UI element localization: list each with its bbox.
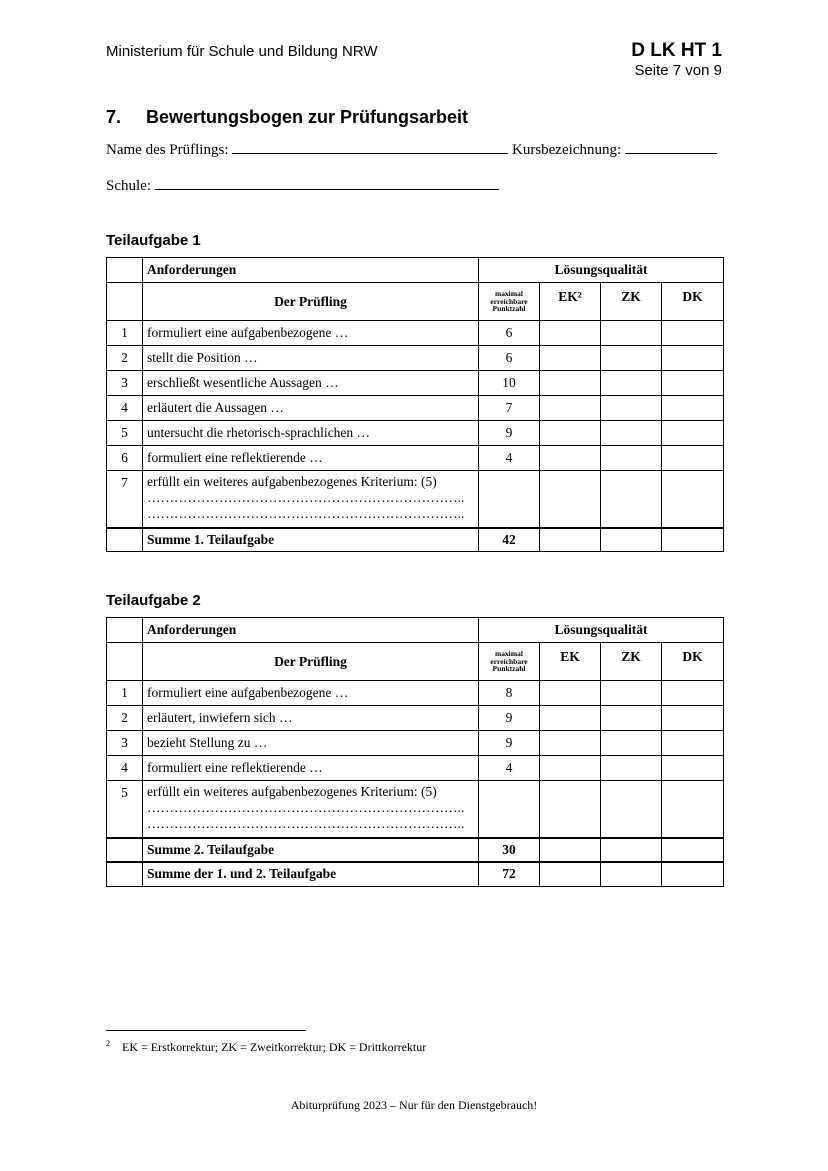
ek-cell[interactable] xyxy=(540,421,601,446)
dk-cell[interactable] xyxy=(662,838,724,862)
candidate-header: Der Prüfling xyxy=(143,643,479,681)
dk-cell[interactable] xyxy=(662,396,724,421)
dk-cell[interactable] xyxy=(662,371,724,396)
footnote-divider xyxy=(106,1030,306,1031)
table-row: 2 stellt die Position … 6 xyxy=(107,346,724,371)
table-row-extra-criterion: 5 erfüllt ein weiteres aufgabenbezogenes Kriterium: (5) …………………………………………………………….. …………………………………………………………….. xyxy=(107,781,724,838)
footnote-marker: 2 xyxy=(106,1039,110,1048)
ek-cell[interactable] xyxy=(540,321,601,346)
dk-cell[interactable] xyxy=(662,706,724,731)
ministry-name: Ministerium für Schule und Bildung NRW xyxy=(106,43,378,60)
table-row: 4 erläutert die Aussagen … 7 xyxy=(107,396,724,421)
dk-cell[interactable] xyxy=(662,781,724,838)
zk-cell[interactable] xyxy=(601,346,662,371)
sum-points: 30 xyxy=(479,838,540,862)
zk-cell[interactable] xyxy=(601,731,662,756)
dk-cell[interactable] xyxy=(662,471,724,528)
dk-header: DK xyxy=(662,283,724,321)
table-row: 1 formuliert eine aufgabenbezogene … 8 xyxy=(107,681,724,706)
ek-cell[interactable] xyxy=(540,781,601,838)
table-sum-row xyxy=(107,838,724,862)
table-subheader-row xyxy=(107,643,724,681)
dk-cell[interactable] xyxy=(662,346,724,371)
dk-cell[interactable] xyxy=(662,421,724,446)
table-row: 3 bezieht Stellung zu … 9 xyxy=(107,731,724,756)
dk-cell[interactable] xyxy=(662,321,724,346)
sum-points: 42 xyxy=(479,528,540,552)
zk-cell[interactable] xyxy=(601,471,662,528)
section-number: 7. xyxy=(106,107,122,127)
ek-cell[interactable] xyxy=(540,756,601,781)
requirements-header: Anforderungen xyxy=(143,258,479,283)
course-label: Kursbezeichnung: xyxy=(511,142,622,158)
max-points-header: maximal erreichbare Punktzahl xyxy=(479,283,540,321)
dk-cell[interactable] xyxy=(662,756,724,781)
ek-header: EK² xyxy=(540,283,601,321)
table-row: 6 formuliert eine reflektierende … 4 xyxy=(107,446,724,471)
zk-cell[interactable] xyxy=(601,446,662,471)
dotted-line[interactable]: …………………………………………………………….. xyxy=(147,816,465,831)
table-sum-row xyxy=(107,528,724,552)
ek-cell[interactable] xyxy=(540,681,601,706)
table-row: 5 untersucht die rhetorisch-sprachlichen … 9 xyxy=(107,421,724,446)
dk-cell[interactable] xyxy=(662,731,724,756)
zk-cell[interactable] xyxy=(601,421,662,446)
zk-cell[interactable] xyxy=(601,681,662,706)
dk-cell[interactable] xyxy=(662,446,724,471)
quality-header: Lösungsqualität xyxy=(479,618,724,643)
table-row: 2 erläutert, inwiefern sich … 9 xyxy=(107,706,724,731)
ek-cell[interactable] xyxy=(540,838,601,862)
footnote-text: EK = Erstkorrektur; ZK = Zweitkorrektur; DK = Drittkorrektur xyxy=(122,1040,427,1054)
max-points-header: maximal erreichbare Punktzahl xyxy=(479,643,540,681)
dk-cell[interactable] xyxy=(662,862,724,887)
zk-cell[interactable] xyxy=(601,528,662,552)
total-label: Summe der 1. und 2. Teilaufgabe xyxy=(143,862,479,887)
table-subheader-row xyxy=(107,283,724,321)
zk-cell[interactable] xyxy=(601,862,662,887)
ek-cell[interactable] xyxy=(540,731,601,756)
table-total-row xyxy=(107,862,724,887)
zk-cell[interactable] xyxy=(601,838,662,862)
ek-cell[interactable] xyxy=(540,471,601,528)
table-row: 1 formuliert eine aufgabenbezogene … 6 xyxy=(107,321,724,346)
total-points: 72 xyxy=(479,862,540,887)
extra-criterion-cell: erfüllt ein weiteres aufgabenbezogenes Kriterium: (5) …………………………………………………………….. …………………………………………………………….. xyxy=(143,471,479,528)
footnote xyxy=(106,1039,426,1055)
requirements-header: Anforderungen xyxy=(143,618,479,643)
candidate-name-field[interactable] xyxy=(232,140,508,154)
school-line xyxy=(106,176,499,195)
zk-cell[interactable] xyxy=(601,321,662,346)
table-row: 4 formuliert eine reflektierende … 4 xyxy=(107,756,724,781)
zk-cell[interactable] xyxy=(601,756,662,781)
ek-cell[interactable] xyxy=(540,528,601,552)
table-row: 3 erschließt wesentliche Aussagen … 10 xyxy=(107,371,724,396)
section-title xyxy=(106,107,468,128)
ek-cell[interactable] xyxy=(540,706,601,731)
zk-cell[interactable] xyxy=(601,396,662,421)
task2-table xyxy=(106,617,724,887)
table-row-extra-criterion: 7 erfüllt ein weiteres aufgabenbezogenes Kriterium: (5) …………………………………………………………….. …………………………………………………………….. xyxy=(107,471,724,528)
task1-table xyxy=(106,257,724,552)
candidate-name-label: Name des Prüflings: xyxy=(106,142,229,158)
zk-cell[interactable] xyxy=(601,371,662,396)
sum-label: Summe 2. Teilaufgabe xyxy=(143,838,479,862)
task2-heading: Teilaufgabe 2 xyxy=(106,592,201,609)
name-course-line xyxy=(106,140,717,159)
candidate-header: Der Prüfling xyxy=(143,283,479,321)
section-title-text: Bewertungsbogen zur Prüfungsarbeit xyxy=(146,107,469,127)
task1-heading: Teilaufgabe 1 xyxy=(106,232,201,249)
page-number: Seite 7 von 9 xyxy=(634,62,722,79)
dotted-line[interactable]: …………………………………………………………….. xyxy=(147,490,465,505)
ek-cell[interactable] xyxy=(540,396,601,421)
ek-cell[interactable] xyxy=(540,371,601,396)
dotted-line[interactable]: …………………………………………………………….. xyxy=(147,506,465,521)
zk-header: ZK xyxy=(601,283,662,321)
table-header-row xyxy=(107,258,724,283)
zk-cell[interactable] xyxy=(601,706,662,731)
dk-cell[interactable] xyxy=(662,681,724,706)
extra-criterion-cell: erfüllt ein weiteres aufgabenbezogenes Kriterium: (5) …………………………………………………………….. …………………………………………………………….. xyxy=(143,781,479,838)
dk-cell[interactable] xyxy=(662,528,724,552)
page-footer: Abiturprüfung 2023 – Nur für den Dienstgebrauch! xyxy=(290,1098,538,1112)
table-header-row xyxy=(107,618,724,643)
quality-header: Lösungsqualität xyxy=(479,258,724,283)
school-label: Schule: xyxy=(106,178,151,194)
document-code: D LK HT 1 xyxy=(631,40,722,61)
dotted-line[interactable]: …………………………………………………………….. xyxy=(147,800,465,815)
sum-label: Summe 1. Teilaufgabe xyxy=(143,528,479,552)
ek-cell[interactable] xyxy=(540,862,601,887)
school-field[interactable] xyxy=(155,176,499,190)
ek-cell[interactable] xyxy=(540,446,601,471)
zk-header: ZK xyxy=(601,643,662,681)
ek-cell[interactable] xyxy=(540,346,601,371)
dk-header: DK xyxy=(662,643,724,681)
course-field[interactable] xyxy=(625,140,717,154)
ek-header: EK xyxy=(540,643,601,681)
zk-cell[interactable] xyxy=(601,781,662,838)
